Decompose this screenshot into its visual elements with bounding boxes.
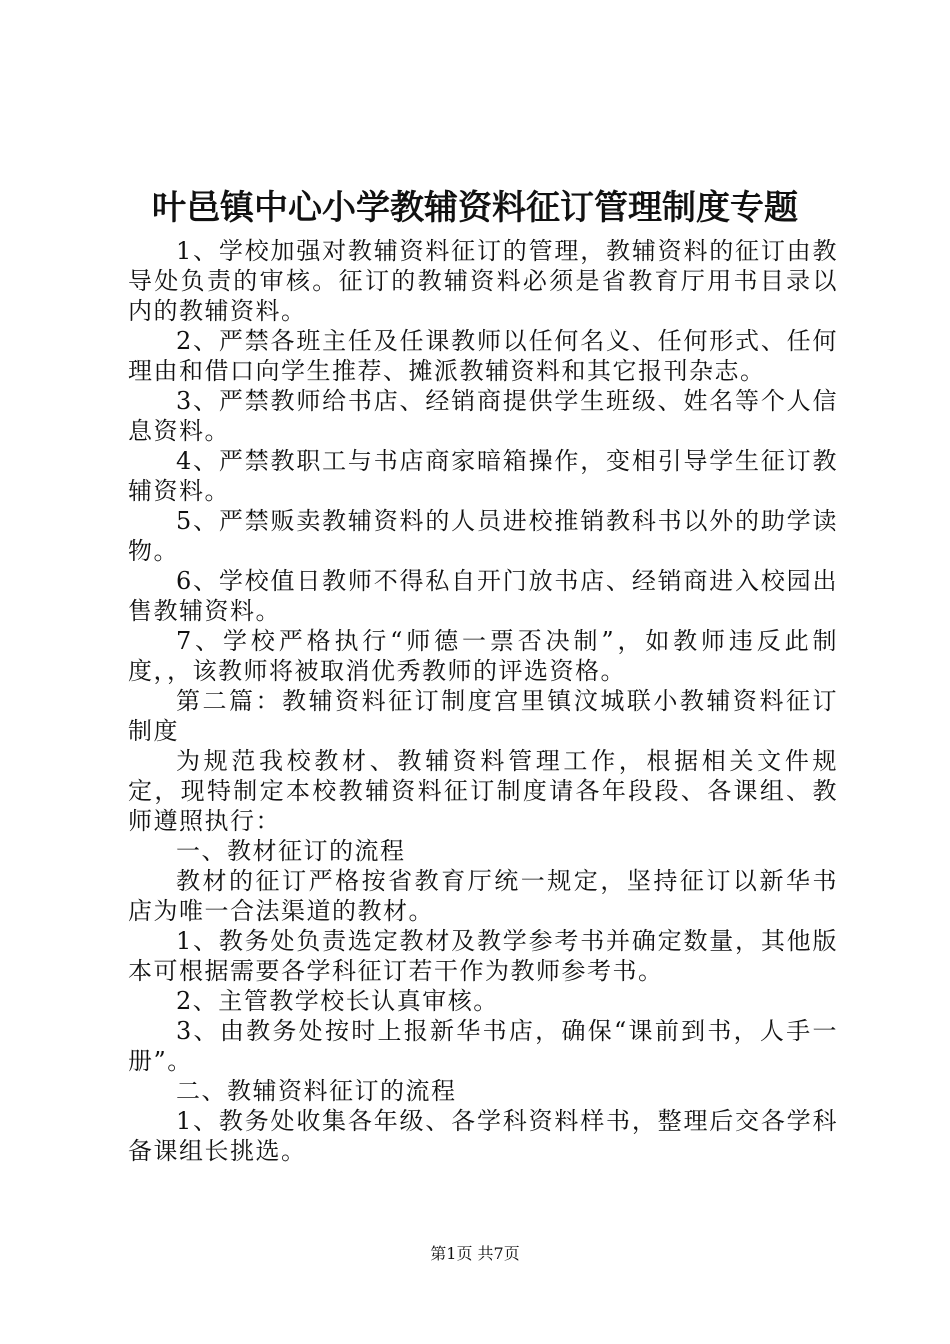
page-footer: 第1页 共7页 [430,1244,520,1263]
document-body [128,236,838,1166]
paragraph-textbook-step-1: 1、教务处负责选定教材及教学参考书并确定数量，其他版本可根据需要各学科征订若干作为教师参考书。 [128,927,838,985]
paragraph-3: 3、严禁教师给书店、经销商提供学生班级、姓名等个人信息资料。 [128,387,838,445]
paragraph-intro: 为规范我校教材、教辅资料管理工作，根据相关文件规定，现特制定本校教辅资料征订制度请各年段段、各课组、教师遵照执行： [128,747,838,835]
paragraph-5: 5、严禁贩卖教辅资料的人员进校推销教科书以外的助学读物。 [128,507,838,565]
paragraph-2: 2、严禁各班主任及任课教师以任何名义、任何形式、任何理由和借口向学生推荐、摊派教辅资料和其它报刊杂志。 [128,327,838,385]
document-title: 叶邑镇中心小学教辅资料征订管理制度专题 [152,188,798,228]
paragraph-textbook-step-3: 3、由教务处按时上报新华书店，确保“课前到书，人手一册”。 [128,1017,838,1075]
paragraph-supplement-step-1: 1、教务处收集各年级、各学科资料样书，整理后交各学科备课组长挑选。 [128,1107,838,1165]
section-heading-supplement-process: 二、教辅资料征订的流程 [176,1077,457,1105]
paragraph-7: 7、学校严格执行“师德一票否决制”，如教师违反此制度，，该教师将被取消优秀教师的评选资格。 [128,627,838,685]
paragraph-textbook-step-2: 2、主管教学校长认真审核。 [176,987,499,1015]
section-heading-part-two: 第二篇：教辅资料征订制度宫里镇汶城联小教辅资料征订制度 [128,687,838,745]
paragraph-textbook-rule: 教材的征订严格按省教育厅统一规定，坚持征订以新华书店为唯一合法渠道的教材。 [128,867,838,925]
paragraph-4: 4、严禁教职工与书店商家暗箱操作，变相引导学生征订教辅资料。 [128,447,838,505]
paragraph-6: 6、学校值日教师不得私自开门放书店、经销商进入校园出售教辅资料。 [128,567,838,625]
paragraph-1: 1、学校加强对教辅资料征订的管理，教辅资料的征订由教导处负责的审核。征订的教辅资料必须是省教育厅用书目录以内的教辅资料。 [128,237,838,325]
section-heading-textbook-process: 一、教材征订的流程 [176,837,406,865]
